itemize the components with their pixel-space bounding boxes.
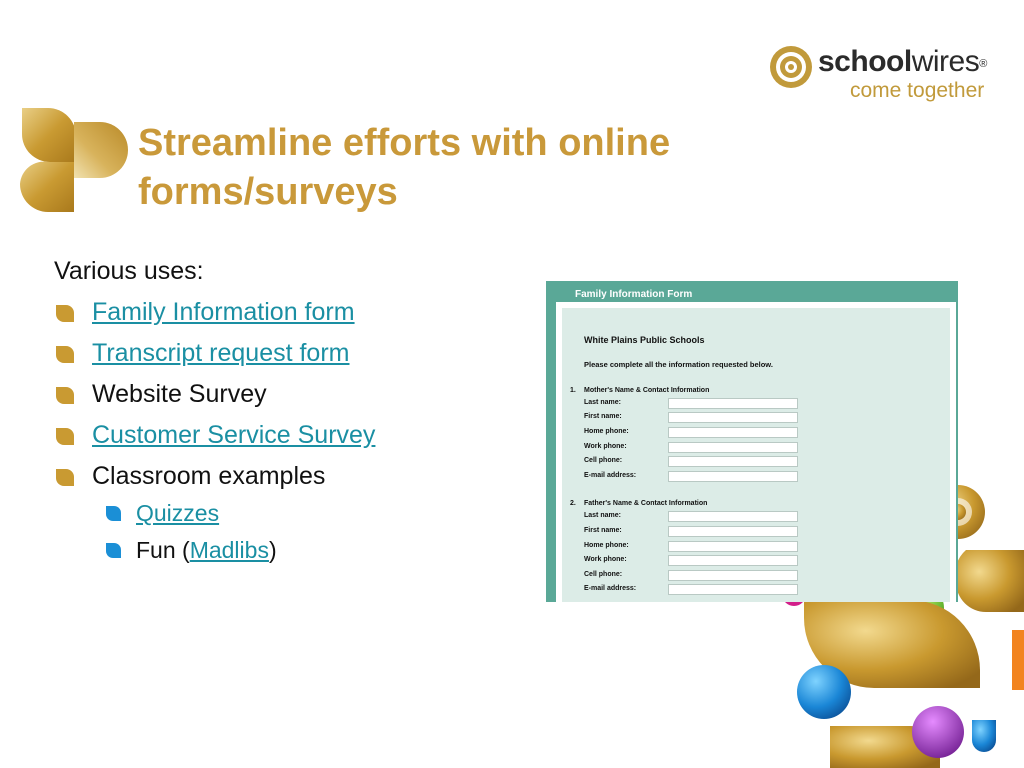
- field-row: Last name:: [584, 511, 804, 523]
- field-row: Home phone:: [584, 427, 804, 439]
- fun-item: [136, 535, 277, 565]
- field-row: Work phone:: [584, 555, 804, 567]
- form-panel: [556, 302, 956, 602]
- quizzes-link[interactable]: Quizzes: [136, 500, 220, 526]
- section-heading-mother: 1. Mother's Name & Contact Information: [570, 387, 710, 394]
- father-first-name-input[interactable]: [668, 526, 798, 537]
- lead-text: Various uses:: [54, 257, 204, 285]
- father-email-input[interactable]: [668, 584, 798, 595]
- field-row: First name:: [584, 412, 804, 424]
- schoolwires-logo-icon: [768, 44, 814, 90]
- website-survey-text: Website Survey: [92, 380, 267, 408]
- fun-suffix: ): [268, 537, 277, 563]
- gold-bullet-icon: [54, 468, 75, 487]
- field-row: Work phone:: [584, 442, 804, 454]
- field-row: E-mail address:: [584, 584, 804, 596]
- field-row: Cell phone:: [584, 456, 804, 468]
- mother-work-phone-input[interactable]: [668, 442, 798, 453]
- mother-email-input[interactable]: [668, 471, 798, 482]
- form-screenshot: [546, 281, 958, 602]
- gold-bullet-icon: [54, 304, 75, 323]
- field-row: Home phone:: [584, 541, 804, 553]
- logo-tagline: come together: [850, 79, 985, 102]
- form-header: Family Information Form: [575, 289, 693, 300]
- madlibs-link[interactable]: Madlibs: [189, 537, 269, 563]
- form-instructions: Please complete all the information requested below.: [584, 360, 773, 369]
- mother-last-name-input[interactable]: [668, 398, 798, 409]
- transcript-request-form-link[interactable]: Transcript request form: [92, 339, 350, 367]
- father-work-phone-input[interactable]: [668, 555, 798, 566]
- blue-bullet-icon: [104, 505, 122, 522]
- father-home-phone-input[interactable]: [668, 541, 798, 552]
- mother-first-name-input[interactable]: [668, 412, 798, 423]
- field-row: Last name:: [584, 398, 804, 410]
- customer-service-survey-link[interactable]: Customer Service Survey: [92, 421, 376, 449]
- gold-bullet-icon: [54, 386, 75, 405]
- decorative-gold-shapes: [18, 104, 130, 216]
- field-row: Cell phone:: [584, 570, 804, 582]
- fun-prefix: Fun (: [136, 537, 190, 563]
- logo-wordmark: schoolwires®: [818, 45, 987, 78]
- field-row: First name:: [584, 526, 804, 538]
- school-name: White Plains Public Schools: [584, 335, 705, 345]
- gold-bullet-icon: [54, 427, 75, 446]
- father-last-name-input[interactable]: [668, 511, 798, 522]
- form-body: [562, 308, 950, 602]
- gold-bullet-icon: [54, 345, 75, 364]
- mother-cell-phone-input[interactable]: [668, 456, 798, 467]
- father-cell-phone-input[interactable]: [668, 570, 798, 581]
- section-heading-father: 2. Father's Name & Contact Information: [570, 500, 708, 507]
- slide-title: Streamline efforts with online forms/surveys: [138, 122, 671, 213]
- classroom-examples-text: Classroom examples: [92, 462, 326, 490]
- family-information-form-link[interactable]: Family Information form: [92, 298, 355, 326]
- mother-home-phone-input[interactable]: [668, 427, 798, 438]
- blue-bullet-icon: [104, 542, 122, 559]
- field-row: E-mail address:: [584, 471, 804, 483]
